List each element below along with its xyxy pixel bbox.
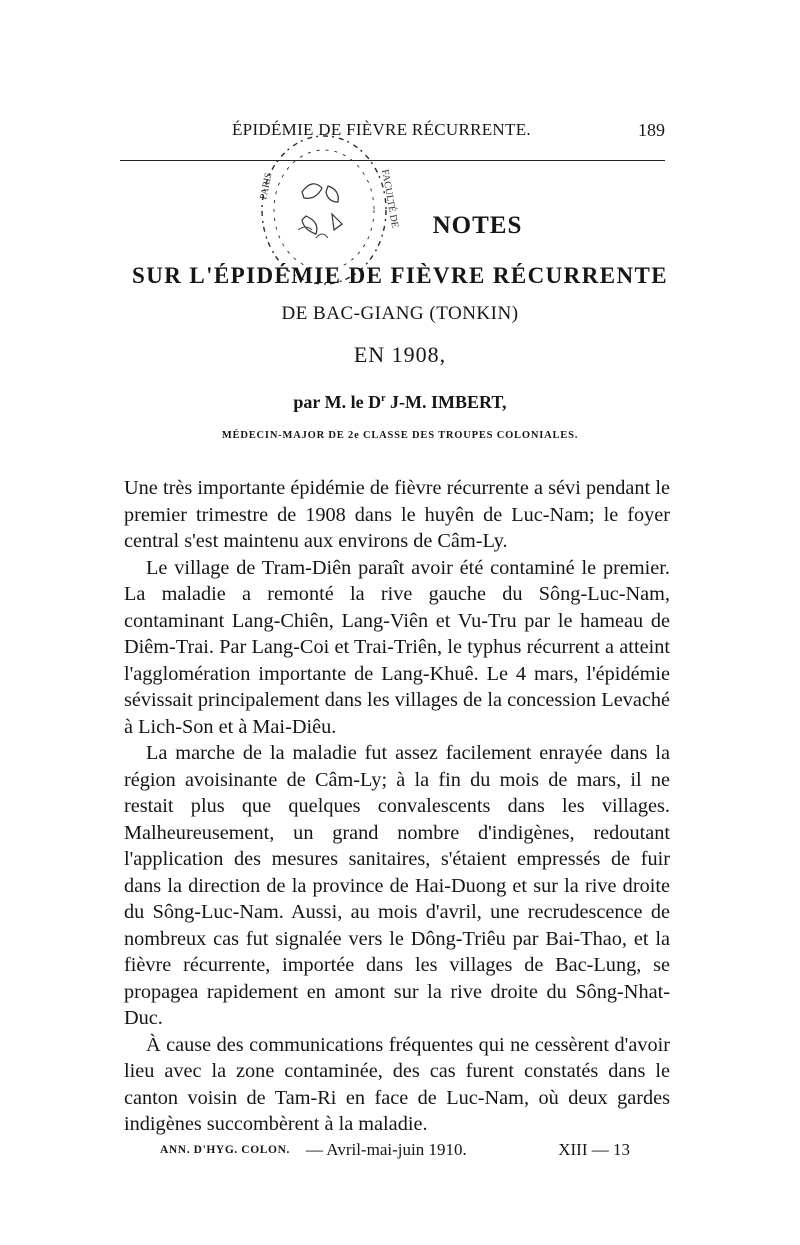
stamp-text-right: FACULTÉ DE [379, 168, 401, 229]
author-line [0, 392, 800, 413]
title-place: DE BAC-GIANG (TONKIN) [281, 303, 519, 324]
stamp-text-left: PARIS [258, 171, 275, 201]
page-number: 189 [638, 120, 665, 140]
paragraph: La marche de la maladie fut assez facilement enrayée dans la région avoisinante de Câm-Ly; à la fin du mois de mars, il ne restait plus que quelques convalescents dans les villages. Malheureusement, un grand nombre d'indigènes, redoutant l'application des mesures sanitaires, s'étaient empressés de fuir dans la direction de la province de Hai-Duong et sur la rive droite du Sông-Luc-Nam. Aussi, au mois d'avril, une recrudescence de nombreux cas fut signalée vers le Dông-Triêu par Bai-Thao, et la fièvre récurrente, importée dans les villages de Bac-Lung, se propagea rapidement en amont sur la rive droite du Sông-Nhat-Duc. [124, 742, 670, 1029]
article-body [124, 475, 670, 1138]
author-prefix: par M. le D [293, 392, 382, 412]
author-rank: MÉDECIN-MAJOR DE 2e CLASSE DES TROUPES COLONIALES. [221, 430, 579, 441]
paragraph: Une très importante épidémie de fièvre récurrente a sévi pendant le premier trimestre de 1908 dans le huyên de Luc-Nam; le foyer central s'est maintenu aux environs de Câm-Ly. [124, 477, 670, 552]
running-title: ÉPIDÉMIE DE FIÈVRE RÉCURRENTE. [232, 120, 531, 139]
footer-date: — Avril-mai-juin 1910. [306, 1140, 467, 1159]
title-year: EN 1908, [353, 342, 447, 367]
footer-journal: ANN. D'HYG. COLON. [160, 1144, 290, 1156]
author-title-sup: r [381, 393, 386, 404]
paragraph: Le village de Tram-Diên paraît avoir été contaminé le premier. La maladie a remonté la rive gauche du Sông-Luc-Nam, contaminant Lang-Chiên, Lang-Viên et Vu-Tru par le hameau de Diêm-Trai. Par Lang-Coi et Trai-Triên, le typhus récurrent a atteint l'agglomération importante de Lang-Khuê. Le 4 mars, l'épidémie sévissait principalement dans les villages de la concession Levaché à Lich-Son et à Mai-Diêu. [124, 556, 670, 738]
title-notes: NOTES [432, 212, 523, 239]
title-main: SUR L'ÉPIDÉMIE DE FIÈVRE RÉCURRENTE [132, 263, 668, 288]
page-footer [120, 1140, 670, 1164]
footer-signature: XIII — 13 [558, 1140, 630, 1159]
paragraph: À cause des communications fréquentes qui ne cessèrent d'avoir lieu avec la zone contaminée, des cas furent constatés dans le canton voisin de Tam-Ri en face de Luc-Nam, où deux gardes indigènes succombèrent à la maladie. [124, 1033, 670, 1135]
author-name: J-M. IMBERT, [385, 392, 507, 412]
